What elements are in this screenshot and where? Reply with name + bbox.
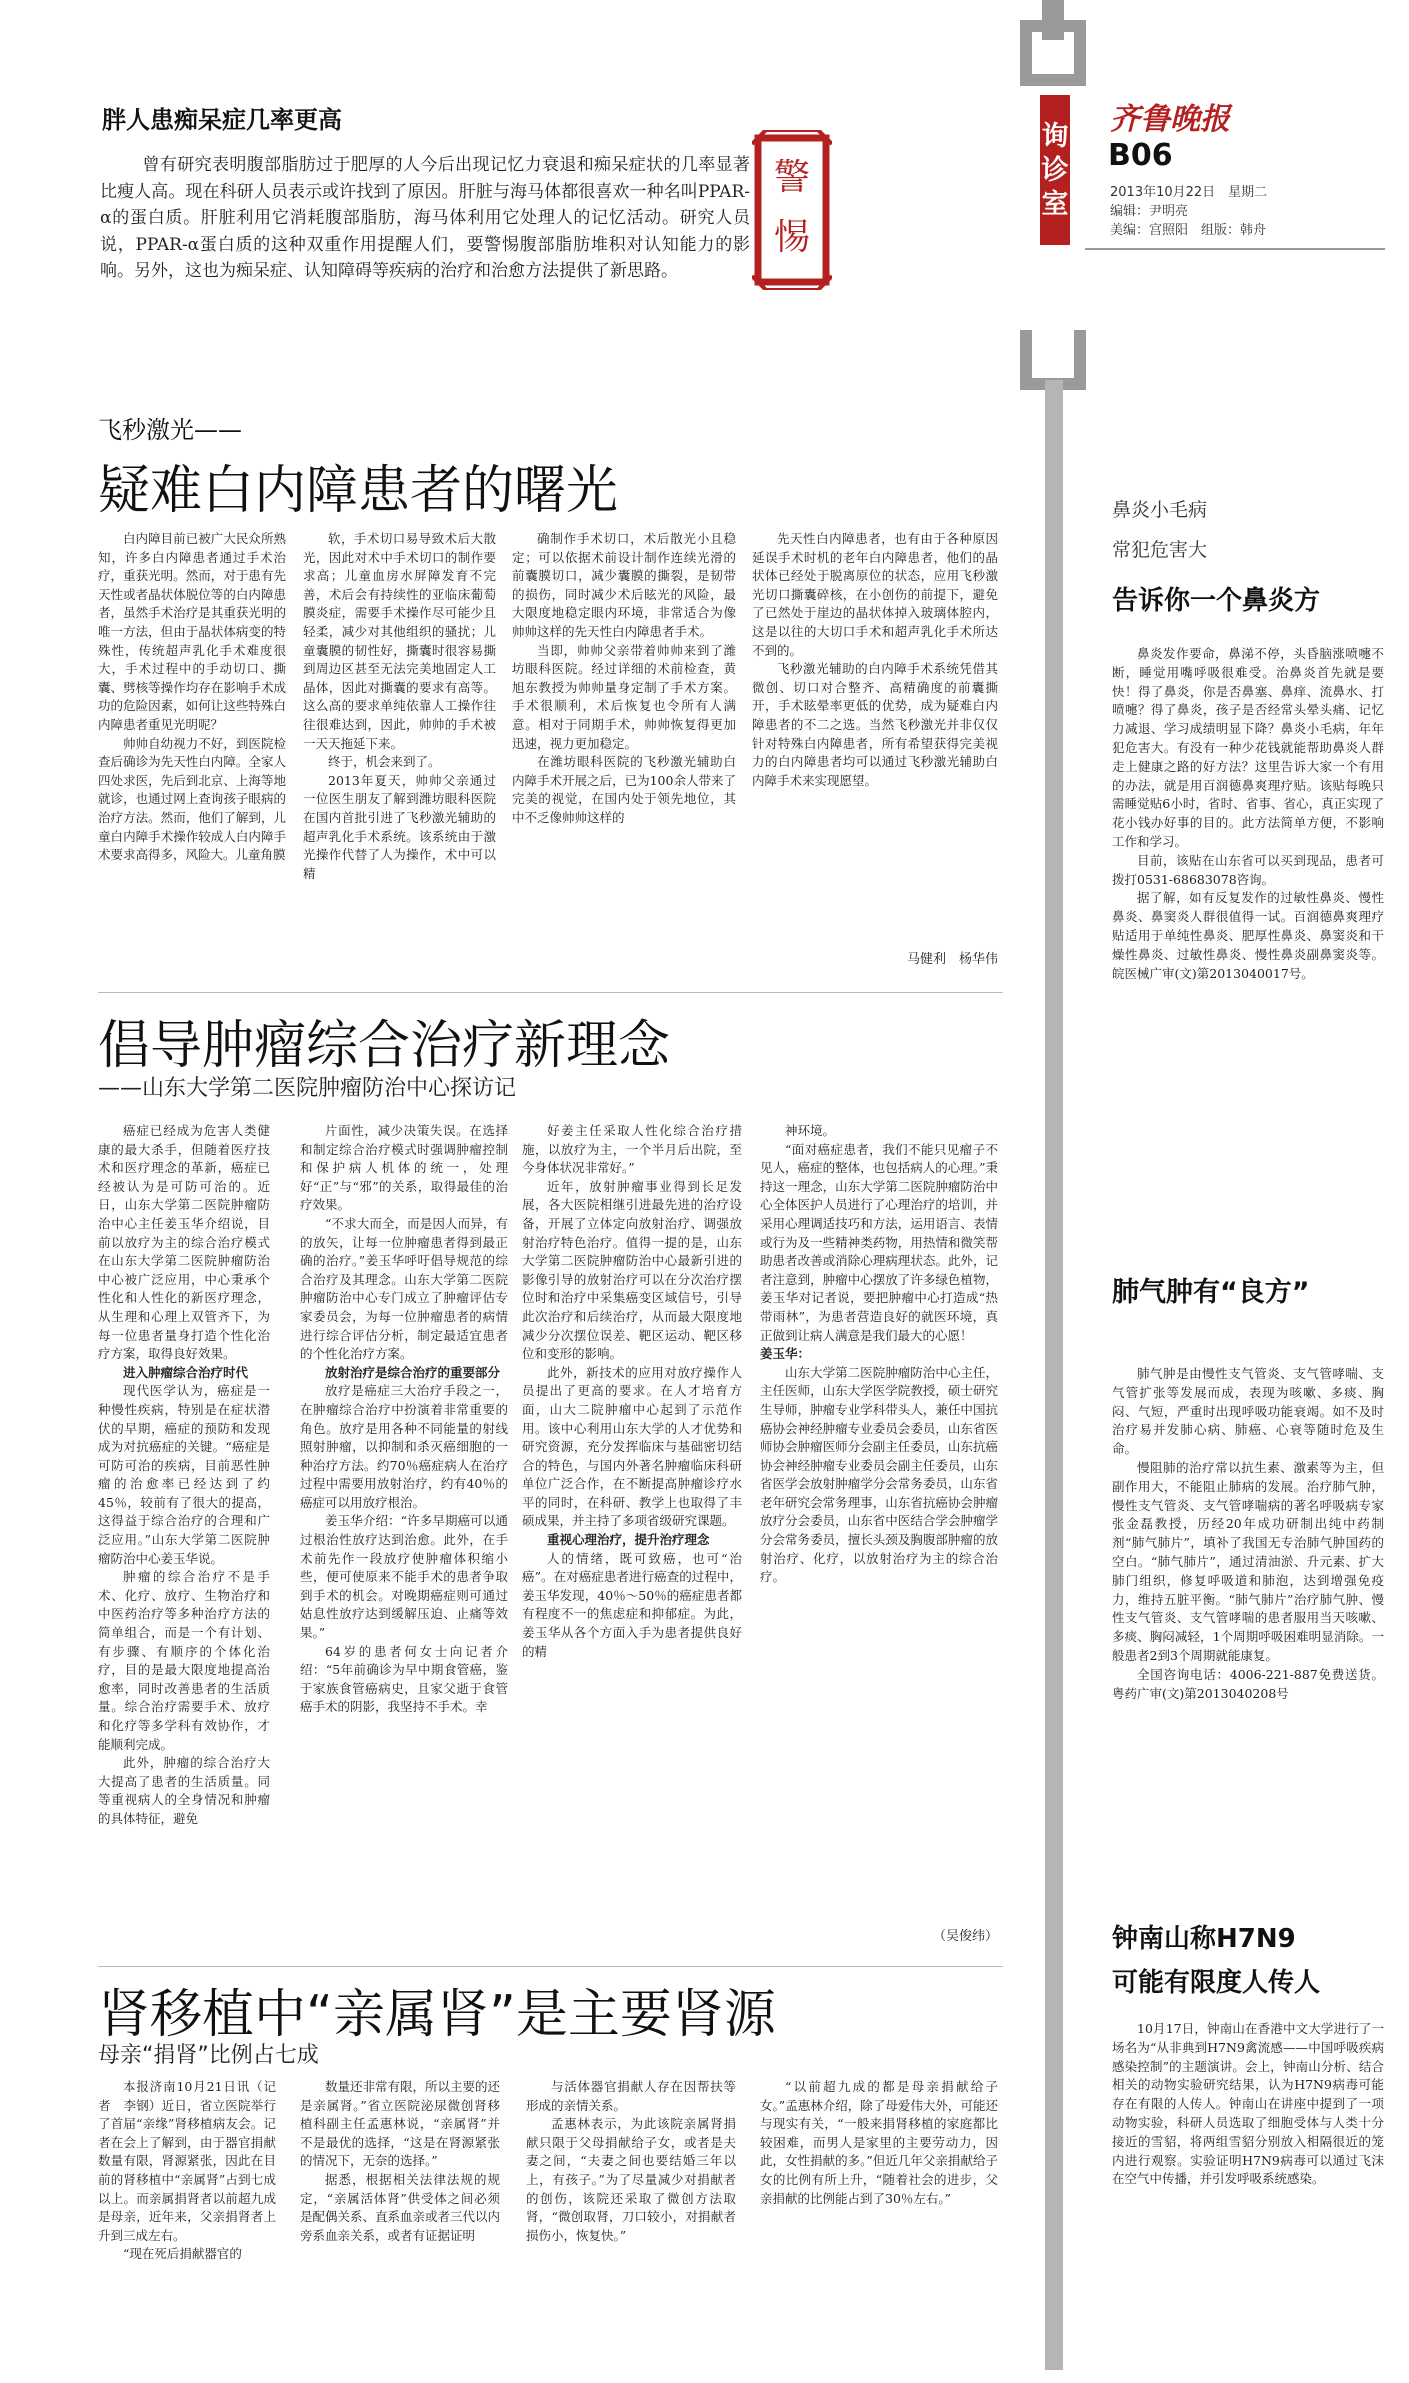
paragraph: 软，手术切口易导致术后大散光，因此对术中手术切口的制作要求高；儿童血房水屏障发育不完善，术后会有持续性的亚临床葡萄膜炎症，需要手术操作尽可能少且轻柔，减少对其他组织的骚扰；儿童囊膜的韧性好，撕囊时很容易撕到周边区甚至无法完美地固定人工晶体，因此对撕囊的要求有高等。这么高的要求单纯依靠人工操作往往很难达到，因此，帅帅的手术被一天天拖延下来。 [303, 531, 496, 751]
sidebar-title-3b: 可能有限度人传人 [1112, 1968, 1321, 1998]
paragraph: 姜玉华介绍：“许多早期癌可以通过根治性放疗达到治愈。此外，在手术前先作一段放疗使肿瘤体积缩小些，便可使原来不能手术的患者争取到手术的机会。对晚期癌症则可通过姑息性放疗达到缓解压迫、止痛等效果。” [300, 1513, 508, 1641]
article3-title: 肾移植中“亲属肾”是主要肾源 [98, 1985, 776, 2045]
paragraph: 孟惠林表示，为此该院亲属肾捐献只限于父母捐献给子女，或者是夫妻之间，“夫妻之间也要结婚三年以上，有孩子。”为了尽量减少对捐献者的创伤，该院还采取了微创方法取肾，“微创取肾，刀口较小，对捐献者损伤小，恢复快。” [526, 2116, 736, 2243]
paragraph: 慢阻肺的治疗常以抗生素、激素等为主，但副作用大，不能阻止肺病的发展。治疗肺气肿，慢性支气管炎、支气管哮喘病的著名呼吸病专家张金磊教授，历经20年成功研制出纯中药制剂“肺气肺片”，填补了我国无专治肺气肿国药的空白。“肺气肺片”，通过清油淤、升元素、扩大肺门组织，修复呼吸道和肺泡，达到增强免疫力，维持五脏平衡。“肺气肺片”治疗肺气肿、慢性支气管炎、支气管哮喘的患者服用当天咳嗽、多痰、胸闷减轻，1个周期呼吸困难明显消除。一般患者2到3个周期就能康复。 [1112, 1459, 1384, 1663]
paragraph: 目前，该贴在山东省可以买到现品，患者可拨打0531-68683078咨询。 [1112, 852, 1384, 887]
paragraph: 当即，帅帅父亲带着帅帅来到了潍坊眼科医院。经过详细的术前检查，黄旭东教授为帅帅量身定制了手术方案。手术很顺利，术后恢复也令所有人满意。相对于同期手术，帅帅恢复得更加迅速，视力更加稳定。 [512, 642, 736, 751]
paragraph: 近年，放射肿瘤事业得到长足发展，各大医院相继引进最先进的治疗设备，开展了立体定向放射治疗、调强放射治疗特色治疗。值得一提的是，山东大学第二医院肿瘤防治中心最新引进的影像引导的放射治疗可以在分次治疗摆位时和治疗中采集癌变区域信号，引导此次治疗和后续治疗，从而最大限度地减少分次摆位误差、靶区运动、靶区移位和变形的影响。 [522, 1178, 742, 1362]
article2-col4 [760, 1122, 998, 1912]
paragraph: 2013年夏天，帅帅父亲通过一位医生朋友了解到潍坊眼科医院在国内首批引进了飞秒激光辅助的超声乳化手术系统。该系统由于激光操作代替了人为操作，术中可以精 [303, 772, 496, 881]
paragraph: 全国咨询电话：4006-221-887免费送货。粤药广审(文)第2013040208号 [1112, 1666, 1384, 1701]
paragraph: 据了解，如有反复发作的过敏性鼻炎、慢性鼻炎、鼻窦炎人群很值得一试。百润德鼻爽理疗贴适用于单纯性鼻炎、肥厚性鼻炎、鼻窦炎和干燥性鼻炎、过敏性鼻炎、慢性鼻炎副鼻窦炎等。皖医械广审(文)第2013040017号。 [1112, 890, 1384, 981]
paragraph: 先天性白内障患者，也有由于各种原因延误手术时机的老年白内障患者，他们的晶状体已经处于脱离原位的状态，应用飞秒激光切口撕囊碎核，在小创伤的前提下，避免了已然处于崖边的晶状体掉入玻璃体腔内，这是以往的大切口手术和超声乳化手术所达不到的。 [752, 531, 998, 658]
paragraph: 现代医学认为，癌症是一种慢性疾病，特别是在症状潜伏的早期，癌症的预防和发现成为对抗癌症的关键。“癌症是可防可治的疾病，目前恶性肿瘤的治愈率已经达到了约45％，较前有了很大的提高，这得益于综合治疗的合理和广泛应用。”山东大学第二医院肿瘤防治中心姜玉华说。 [98, 1383, 270, 1566]
article2-byline: （吴俊纬） [932, 1929, 998, 1944]
paragraph: 本报济南10月21日讯（记者 李钢）近日，省立医院举行了首届“亲缘”肾移植病友会。记者在会上了解到，由于器官捐献数量有限，肾源紧张，因此在目前的肾移植中“亲属肾”占到七成以上。而亲属捐肾者以前超九成是母亲，近年来，父亲捐肾者上升到三成左右。 [98, 2079, 276, 2243]
divider-horizontal-top [1085, 248, 1385, 250]
article2-subtitle: ——山东大学第二医院肿瘤防治中心探访记 [98, 1076, 517, 1101]
paragraph: 放疗是癌症三大治疗手段之一，在肿瘤综合治疗中扮演着非常重要的角色。放疗是用各种不同能量的射线照射肿瘤，以抑制和杀灭癌细胞的一种治疗方法。约70％癌症病人在治疗过程中需要用放射治疗，约有40％的癌症可以用放疗根治。 [300, 1383, 508, 1510]
divider-article1 [98, 992, 1003, 993]
design-line: 美编：宫照阳 组版：韩舟 [1110, 223, 1267, 238]
page-code: B06 [1108, 138, 1173, 173]
paragraph: 山东大学第二医院肿瘤防治中心主任，主任医师，山东大学医学院教授，硕士研究生导师，肿瘤专业学科带头人，兼任中国抗癌协会神经肿瘤专业委员会委员，山东省医师协会肿瘤医师分会副主任委员，山东抗癌协会神经肿瘤专业委员会副主任委员，山东省医学会放射肿瘤学分会常务委员，山东省老年研究会常务理事，山东省抗癌协会肿瘤放疗分会委员，山东省中医结合学会肿瘤学分会常务委员，擅长头颈及胸腹部肿瘤的放射治疗、化疗，以放射治疗为主的综合治疗。 [760, 1364, 998, 1585]
article1-col1 [98, 530, 286, 975]
subheading: 重视心理治疗，提升治疗理念 [547, 1532, 710, 1548]
article1-kicker: 飞秒激光—— [98, 416, 242, 444]
sidebar-body-3 [1112, 2020, 1384, 2360]
article2-col3 [522, 1122, 742, 1957]
subheading: 姜玉华： [760, 1346, 811, 1362]
sidebar-kicker-2: 常犯危害大 [1112, 539, 1208, 561]
paragraph: 帅帅自幼视力不好，到医院检查后确诊为先天性白内障。全家人四处求医，先后到北京、上海等地就诊，也通过网上查询孩子眼病的治疗方法。然而，他们了解到，儿童白内障手术操作较成人白内障手术要求高得多，风险大。儿童角膜 [98, 735, 286, 863]
paragraph: 肺气肿是由慢性支气管炎、支气管哮喘、支气管扩张等发展而成，表现为咳嗽、多痰、胸闷、气短，严重时出现呼吸功能衰竭。如不及时治疗易并发肺心病、肺癌、心衰等随时危及生命。 [1112, 1366, 1384, 1457]
sidebar-title-3a: 钟南山称H7N9 [1112, 1924, 1296, 1954]
section-title: 询诊室 [1041, 121, 1069, 220]
divider-article2 [98, 1966, 1003, 1967]
paragraph: 神环境。 [785, 1123, 836, 1138]
paragraph: “以前超九成的都是母亲捐献给子女。”孟惠林介绍，除了母爱伟大外，可能还与现实有关，“一般来捐肾移植的家庭都比较困难，而男人是家里的主要劳动力，因此，女性捐献的多。”但近几年父亲捐献给子女的比例有所上升，“随着社会的进步，父亲捐献的比例能占到了30％左右。” [760, 2079, 998, 2206]
alert-title: 胖人患痴呆症几率更高 [102, 106, 342, 134]
subheading: 进入肿瘤综合治疗时代 [123, 1364, 249, 1380]
article2-title: 倡导肿瘤综合治疗新理念 [98, 1016, 671, 1076]
sidebar-title-1: 告诉你一个鼻炎方 [1112, 586, 1321, 616]
paragraph: 确制作手术切口，术后散光小且稳定；可以依据术前设计制作连续光滑的前囊膜切口，减少囊膜的撕裂，是韧带的损伤，同时减少术后眩光的风险，最大限度地稳定眼内环境，非常适合为像帅帅这样的先天性白内障患者手术。 [512, 531, 736, 639]
article2-col2 [300, 1122, 508, 1957]
column-divider-bar [1045, 380, 1063, 2370]
badge-text: 警惕 [773, 157, 810, 258]
paragraph: 好姜主任采取人性化综合治疗措施，以放疗为主，一个半月后出院，至今身体状况非常好。” [522, 1123, 742, 1176]
article1-title: 疑难白内障患者的曙光 [98, 461, 619, 521]
paragraph: 片面性，减少决策失误。在选择和制定综合治疗模式时强调肿瘤控制和保护病人机体的统一，处理好“正”与“邪”的关系，取得最佳的治疗效果。 [300, 1123, 508, 1213]
paragraph: 此外，新技术的应用对放疗操作人员提出了更高的要求。在人才培育方面，山大二院肿瘤中心起到了示范作用。该中心利用山东大学的人才优势和研究资源，充分发挥临床与基础密切结合的特色，与国内外著名肿瘤临床科研单位广泛合作，在不断提高肿瘤诊疗水平的同时，在科研、教学上也取得了丰硕成果，并主持了多项省级研究课题。 [522, 1364, 742, 1529]
paragraph: 10月17日，钟南山在香港中文大学进行了一场名为“从非典到H7N9禽流感——中国呼吸疾病感染控制”的主题演讲。会上，钟南山分析、结合相关的动物实验研究结果，认为H7N9病毒可能存在有限的人传人。钟南山在讲座中提到了一项动物实验，科研人员选取了细胞受体与人类十分接近的雪貂，将两组雪貂分别放入相隔很近的笼内进行观察。实验证明H7N9病毒可以通过飞沫在空气中传播，并引发呼吸系统感染。 [1112, 2021, 1384, 2187]
sidebar-body-2 [1112, 1365, 1384, 1895]
paragraph: 癌症已经成为危害人类健康的最大杀手，但随着医疗技术和医疗理念的革新，癌症已经被认为是可防可治的。近日，山东大学第二医院肿瘤防治中心主任姜玉华介绍说，目前以放疗为主的综合治疗模式在山东大学第二医院肿瘤防治中心被广泛应用，中心秉承个性化和人性化的新医疗理念，从生理和心理上双管齐下，为每一位患者量身打造个性化治疗方案，取得良好效果。 [98, 1123, 270, 1362]
paragraph: 数量还非常有限，所以主要的还是亲属肾。”省立医院泌尿微创肾移植科副主任孟惠林说，“亲属肾”并不是最优的选择，“这是在肾源紧张的情况下，无奈的选择。” [300, 2079, 500, 2169]
date-line: 2013年10月22日 星期二 [1110, 185, 1268, 200]
sidebar-kicker-1: 鼻炎小毛病 [1112, 499, 1208, 521]
article3-col2 [300, 2078, 500, 2368]
paper-logo: 齐鲁晚报 [1110, 102, 1230, 137]
article3-subtitle: 母亲“捐肾”比例占七成 [98, 2043, 319, 2068]
paragraph: “现在死后捐献器官的 [123, 2246, 242, 2262]
article3-col4 [760, 2078, 998, 2368]
paragraph: “不求大而全，而是因人而异，有的放矢，让每一位肿瘤患者得到最正确的治疗。”姜玉华呼吁倡导规范的综合治疗及其理念。山东大学第二医院肿瘤防治中心专门成立了肿瘤评估专家委员会，为每一位肿瘤患者的病情进行综合评估分析，制定最适宜患者的个性化治疗方案。 [300, 1215, 508, 1362]
alert-badge [752, 130, 832, 290]
article3-col1 [98, 2078, 276, 2368]
paragraph: 此外，肿瘤的综合治疗大大提高了患者的生活质量。同等重视病人的全身情况和肿瘤的具体特征，避免 [98, 1755, 270, 1826]
article1-col4 [752, 530, 998, 940]
article3-col3 [526, 2078, 736, 2368]
paragraph: 据悉，根据相关法律法规的规定，“亲属活体肾”供受体之间必须是配偶关系、直系血亲或者三代以内旁系血亲关系，或者有证据证明 [300, 2171, 500, 2243]
article1-col2 [303, 530, 496, 975]
sidebar-body-1 [1112, 645, 1384, 1205]
editor-line: 编辑：尹明亮 [1110, 204, 1189, 219]
paragraph: 在潍坊眼科医院的飞秒激光辅助白内障手术开展之后，已为100余人带来了完美的视觉，在国内处于领先地位，其中不乏像帅帅这样的 [512, 754, 736, 825]
paragraph: 终于，机会来到了。 [328, 754, 441, 770]
article2-col1 [98, 1122, 270, 1957]
fret-cap [1042, 0, 1064, 40]
sidebar-title-2: 肺气肿有“良方” [1112, 1277, 1310, 1308]
paragraph: “面对癌症患者，我们不能只见瘤子不见人，癌症的整体，也包括病人的心理。”秉持这一理念，山东大学第二医院肿瘤防治中心全体医护人员进行了心理治疗的培训，并采用心理调适技巧和方法，运用语言、表情或行为及一些精神类药物，用热情和微笑帮助患者改善或消除心理病理状态。此外，记者注意到，肿瘤中心摆放了许多绿色植物，姜玉华对记者说，要把肿瘤中心打造成“热带雨林”，为患者营造良好的就医环境，真正做到让病人满意是我们最大的心愿！ [760, 1141, 998, 1343]
paragraph: 飞秒激光辅助的白内障手术系统凭借其微创、切口对合整齐、高精确度的前囊撕开，手术眩晕率更低的优势，成为疑难白内障患者的不二之选。当然飞秒激光并非仅仅针对特殊白内障患者，所有希望获得完美视力的白内障患者均可以通过飞秒激光辅助白内障手术来实现愿望。 [752, 661, 998, 788]
article1-col3 [512, 530, 736, 975]
paragraph: 与活体器官捐献人存在因帮扶等形成的亲情关系。 [526, 2079, 736, 2113]
paragraph: 肿瘤的综合治疗不是手术、化疗、放疗、生物治疗和中医药治疗等多种治疗方法的简单组合，而是一个有计划、有步骤、有顺序的个体化治疗，目的是最大限度地提高治愈率，同时改善患者的生活质量。综合治疗需要手术、放疗和化疗等多学科有效协作，才能顺利完成。 [98, 1569, 270, 1752]
paragraph: 鼻炎发作要命，鼻涕不停，头昏脑涨喷嚏不断，睡觉用嘴呼吸很难受。治鼻炎首先就是要快！得了鼻炎，你是否鼻塞、鼻痒、流鼻水、打喷嚏？得了鼻炎，孩子是否经常头晕头痛、记忆力减退、学习成绩明显下降？鼻炎小毛病，年年犯危害大。有没有一种少花钱就能帮助鼻炎人群走上健康之路的好方法？这里告诉大家一个有用的办法，就是用百润德鼻爽理疗贴。该贴每晚只需睡觉贴6小时，省时、省事、省心，真正实现了花小钱办好事的目的。此方法简单方便，不影响工作和学习。 [1112, 646, 1384, 849]
paragraph: 白内障目前已被广大民众所熟知，许多白内障患者通过手术治疗，重获光明。然而，对于患有先天性或者晶状体脱位等的白内障患者，虽然手术治疗是其重获光明的唯一方法，但由于晶状体病变的特殊性，传统超声乳化手术难度很大，手术过程中的手动切口、撕囊、劈核等操作均存在影响手术成功的危险因素，如何让这些特殊白内障患者重见光明呢？ [98, 531, 286, 732]
subheading: 放射治疗是综合治疗的重要部分 [325, 1364, 501, 1380]
alert-body: 曾有研究表明腹部脂肪过于肥厚的人今后出现记忆力衰退和痴呆症状的几率显著比瘦人高。现在科研人员表示或许找到了原因。肝脏与海马体都很喜欢一种名叫PPAR-α的蛋白质。肝脏利用它消耗腹部脂肪，海马体利用它处理人的记忆活动。研究人员说，PPAR-α蛋白质的这种双重作用提醒人们，要警惕腹部脂肪堆积对认知能力的影响。另外，这也为痴呆症、认知障碍等疾病的治疗和治愈方法提供了新思路。 [100, 155, 750, 281]
paragraph: 人的情绪，既可致癌，也可“治癌”。在对癌症患者进行癌查的过程中，姜玉华发现，40％～50％的癌症患者都有程度不一的焦虑症和抑郁症。为此，姜玉华从各个方面入手为患者提供良好的精 [522, 1550, 742, 1659]
article1-byline: 马健利 杨华伟 [906, 952, 998, 967]
paragraph: 64岁的患者何女士向记者介绍：“5年前确诊为早中期食管癌，鉴于家族食管癌病史，且家父逝于食管癌手术的阴影，我坚持不手术。幸 [300, 1643, 508, 1715]
